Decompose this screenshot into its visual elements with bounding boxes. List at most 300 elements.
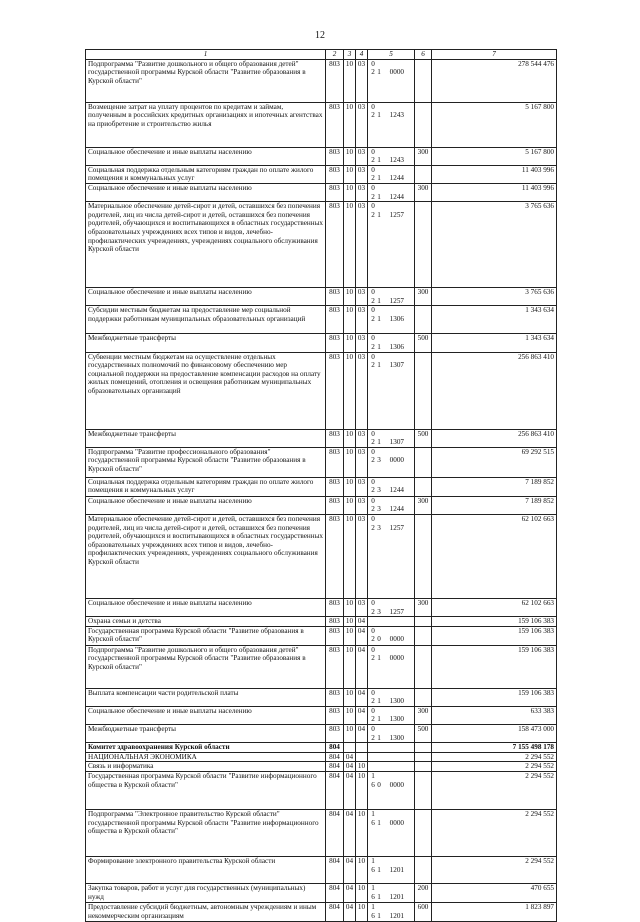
row-sum: 2 294 552 <box>432 857 557 884</box>
csr-subprogram: 1 <box>377 174 381 183</box>
csr-program: 02 <box>371 496 375 514</box>
row-ved: 803 <box>326 706 344 724</box>
table-row <box>86 752 557 762</box>
csr-subprogram: 1 <box>377 210 381 219</box>
csr-direction: 1201 <box>389 892 404 901</box>
csr-subprogram: 1 <box>377 911 381 920</box>
row-pr: 04 <box>356 706 368 724</box>
row-vr <box>415 59 432 102</box>
row-rz: 10 <box>344 102 356 147</box>
row-ved: 804 <box>326 762 344 772</box>
row-csr <box>368 514 415 598</box>
row-csr <box>368 688 415 706</box>
header-cell: 3 <box>344 50 356 60</box>
row-csr <box>368 334 415 352</box>
row-rz: 10 <box>344 306 356 334</box>
row-rz: 10 <box>344 352 356 429</box>
csr-program: 16 <box>371 772 375 789</box>
row-name: Субсидии местным бюджетам на предоставление мер социальной поддержки работникам муниципальных образовательных организаций <box>86 306 326 334</box>
row-vr: 300 <box>415 496 432 514</box>
row-pr: 10 <box>356 772 368 810</box>
row-rz: 10 <box>344 496 356 514</box>
table-row <box>86 617 557 627</box>
csr-subprogram: 1 <box>377 715 381 724</box>
csr-program: 16 <box>371 903 375 920</box>
row-vr <box>415 743 432 753</box>
row-csr <box>368 645 415 688</box>
row-rz: 04 <box>344 810 356 857</box>
table-row <box>86 165 557 183</box>
csr-direction: 1257 <box>389 607 404 616</box>
csr-direction: 0000 <box>389 654 404 663</box>
table-row <box>86 59 557 102</box>
csr-program: 02 <box>371 352 375 370</box>
csr-direction: 1244 <box>389 192 404 201</box>
row-sum: 159 106 383 <box>432 688 557 706</box>
row-pr: 03 <box>356 352 368 429</box>
csr-subprogram: 1 <box>377 68 381 77</box>
csr-subprogram: 0 <box>377 635 381 644</box>
row-rz: 10 <box>344 725 356 743</box>
csr-direction: 0000 <box>389 68 404 77</box>
row-vr: 300 <box>415 288 432 306</box>
row-pr <box>356 752 368 762</box>
csr-program: 02 <box>371 447 375 465</box>
row-sum: 62 102 663 <box>432 514 557 598</box>
csr-program: 02 <box>371 334 375 351</box>
row-rz: 04 <box>344 772 356 810</box>
csr-program: 02 <box>371 626 375 644</box>
row-ved: 803 <box>326 334 344 352</box>
row-name: Социальное обеспечение и иные выплаты населению <box>86 706 326 724</box>
row-sum: 159 106 383 <box>432 626 557 645</box>
table-row <box>86 626 557 645</box>
csr-subprogram: 1 <box>377 342 381 351</box>
row-rz: 10 <box>344 165 356 183</box>
row-ved: 803 <box>326 447 344 477</box>
csr-subprogram: 1 <box>377 892 381 901</box>
row-name: Межбюджетные трансферты <box>86 429 326 447</box>
row-vr: 200 <box>415 884 432 903</box>
row-vr <box>415 762 432 772</box>
row-name: Подпрограмма "Развитие дошкольного и общего образования детей" государственной программы Курской области "Развитие образования в Курской области" <box>86 645 326 688</box>
row-sum: 2 294 552 <box>432 810 557 857</box>
row-csr <box>368 903 415 922</box>
row-ved: 804 <box>326 857 344 884</box>
row-pr: 03 <box>356 202 368 288</box>
table-row <box>86 762 557 772</box>
row-rz: 10 <box>344 202 356 288</box>
row-csr <box>368 352 415 429</box>
row-ved: 803 <box>326 165 344 183</box>
row-pr: 10 <box>356 857 368 884</box>
row-pr: 04 <box>356 617 368 627</box>
row-vr <box>415 514 432 598</box>
row-name: Связь и информатика <box>86 762 326 772</box>
row-pr: 03 <box>356 334 368 352</box>
csr-program: 02 <box>371 288 375 305</box>
row-sum: 158 473 000 <box>432 725 557 743</box>
csr-direction: 1300 <box>389 697 404 706</box>
table-row <box>86 306 557 334</box>
row-vr <box>415 688 432 706</box>
row-rz: 10 <box>344 334 356 352</box>
row-name: Комитет здравоохранения Курской области <box>86 743 326 753</box>
row-rz: 10 <box>344 626 356 645</box>
row-vr: 300 <box>415 147 432 165</box>
csr-subprogram: 1 <box>377 697 381 706</box>
row-csr <box>368 496 415 514</box>
row-ved: 803 <box>326 477 344 496</box>
row-vr <box>415 165 432 183</box>
row-csr <box>368 857 415 884</box>
csr-direction: 1244 <box>389 174 404 183</box>
row-sum: 5 167 800 <box>432 102 557 147</box>
csr-subprogram: 1 <box>377 654 381 663</box>
row-pr: 10 <box>356 903 368 922</box>
row-rz: 04 <box>344 752 356 762</box>
row-name: Социальное обеспечение и иные выплаты населению <box>86 598 326 616</box>
row-pr: 03 <box>356 59 368 102</box>
page-number: 12 <box>315 30 325 41</box>
csr-direction: 1307 <box>389 361 404 370</box>
csr-subprogram: 3 <box>377 505 381 514</box>
row-rz: 10 <box>344 645 356 688</box>
row-vr <box>415 102 432 147</box>
csr-program: 02 <box>371 306 375 323</box>
row-ved: 803 <box>326 183 344 201</box>
row-vr <box>415 202 432 288</box>
row-rz: 10 <box>344 288 356 306</box>
budget-table <box>85 49 557 922</box>
row-vr: 600 <box>415 903 432 922</box>
row-pr: 03 <box>356 102 368 147</box>
csr-program: 02 <box>371 706 375 724</box>
row-vr: 300 <box>415 706 432 724</box>
row-name: Субвенции местным бюджетам на осуществление отдельных государственных полномочий по финансовому обеспечению мер социальной поддержки на предоставление компенсации расходов на оплату жилых помещений, отопления и освещения работникам муниципальных образовательных организаций <box>86 352 326 429</box>
row-vr: 500 <box>415 725 432 743</box>
csr-program: 02 <box>371 725 375 742</box>
csr-direction: 1201 <box>389 911 404 920</box>
row-ved: 803 <box>326 202 344 288</box>
csr-direction: 1257 <box>389 523 404 532</box>
row-rz <box>344 743 356 753</box>
table-row <box>86 477 557 496</box>
row-sum: 69 292 515 <box>432 447 557 477</box>
row-rz: 10 <box>344 514 356 598</box>
table-row <box>86 429 557 447</box>
row-pr: 03 <box>356 477 368 496</box>
row-csr <box>368 102 415 147</box>
row-ved: 803 <box>326 102 344 147</box>
table-row <box>86 288 557 306</box>
row-pr: 03 <box>356 429 368 447</box>
row-pr: 03 <box>356 306 368 334</box>
row-pr: 03 <box>356 147 368 165</box>
row-ved: 804 <box>326 772 344 810</box>
row-pr: 04 <box>356 688 368 706</box>
table-row <box>86 743 557 753</box>
row-name: Социальная поддержка отдельным категориям граждан по оплате жилого помещения и коммунальных услуг <box>86 477 326 496</box>
row-rz: 10 <box>344 706 356 724</box>
row-name: Выплата компенсации части родительской платы <box>86 688 326 706</box>
row-sum: 633 383 <box>432 706 557 724</box>
row-csr <box>368 477 415 496</box>
row-pr: 04 <box>356 645 368 688</box>
row-ved: 803 <box>326 645 344 688</box>
row-sum: 3 765 636 <box>432 202 557 288</box>
row-rz: 10 <box>344 477 356 496</box>
row-sum: 1 823 897 <box>432 903 557 922</box>
row-sum: 1 343 634 <box>432 306 557 334</box>
row-name: Закупка товаров, работ и услуг для государственных (муниципальных) нужд <box>86 884 326 903</box>
row-csr <box>368 306 415 334</box>
row-ved: 804 <box>326 752 344 762</box>
row-vr <box>415 645 432 688</box>
row-sum: 11 403 996 <box>432 183 557 201</box>
row-pr: 04 <box>356 725 368 743</box>
row-ved: 803 <box>326 352 344 429</box>
table-row <box>86 447 557 477</box>
csr-program: 02 <box>371 183 375 201</box>
row-sum: 2 294 552 <box>432 762 557 772</box>
csr-direction: 1300 <box>389 715 404 724</box>
csr-program: 02 <box>371 514 375 532</box>
row-name: Социальная поддержка отдельным категориям граждан по оплате жилого помещения и коммунальных услуг <box>86 165 326 183</box>
row-csr <box>368 810 415 857</box>
row-vr <box>415 810 432 857</box>
header-cell: 2 <box>326 50 344 60</box>
csr-subprogram: 1 <box>377 156 381 165</box>
table-row <box>86 688 557 706</box>
row-pr: 03 <box>356 598 368 616</box>
header-cell: 7 <box>432 50 557 60</box>
csr-subprogram: 1 <box>377 865 381 874</box>
csr-program: 02 <box>371 147 375 165</box>
row-rz: 04 <box>344 884 356 903</box>
row-name: Материальное обеспечение детей-сирот и детей, оставшихся без попечения родителей, лиц из числа детей-сирот и детей, оставшихся без попечения родителей, обучающихся и воспитывающихся в областных государственных образовательных учреждениях всех типов и видов, лечебно-профилактических учреждениях, учреждениях социального обслуживания Курской области <box>86 514 326 598</box>
row-csr <box>368 772 415 810</box>
row-ved: 803 <box>326 598 344 616</box>
csr-program: 02 <box>371 645 375 663</box>
row-pr: 03 <box>356 288 368 306</box>
csr-subprogram: 1 <box>377 296 381 305</box>
row-csr <box>368 725 415 743</box>
row-vr <box>415 857 432 884</box>
row-name: Межбюджетные трансферты <box>86 725 326 743</box>
csr-direction: 0000 <box>389 456 404 465</box>
row-sum: 470 655 <box>432 884 557 903</box>
row-sum: 159 106 383 <box>432 617 557 627</box>
row-csr <box>368 743 415 753</box>
csr-direction: 0000 <box>389 818 404 827</box>
csr-subprogram: 3 <box>377 486 381 495</box>
table-row <box>86 598 557 616</box>
csr-direction: 1257 <box>389 210 404 219</box>
csr-direction: 1257 <box>389 296 404 305</box>
row-ved: 803 <box>326 496 344 514</box>
row-sum: 11 403 996 <box>432 165 557 183</box>
row-csr <box>368 165 415 183</box>
row-pr: 03 <box>356 447 368 477</box>
row-ved: 803 <box>326 59 344 102</box>
csr-direction: 1306 <box>389 314 404 323</box>
row-sum: 7 189 852 <box>432 477 557 496</box>
csr-subprogram: 1 <box>377 314 381 323</box>
row-name: Материальное обеспечение детей-сирот и детей, оставшихся без попечения родителей, лиц из числа детей-сирот и детей, оставшихся без попечения родителей, обучающихся и воспитывающихся в областных государственных образовательных учреждениях всех типов и видов, лечебно-профилактических учреждениях, учреждениях социального обслуживания Курской области <box>86 202 326 288</box>
row-csr <box>368 288 415 306</box>
row-pr: 03 <box>356 514 368 598</box>
csr-program: 02 <box>371 429 375 447</box>
csr-program: 02 <box>371 102 375 120</box>
row-rz: 10 <box>344 688 356 706</box>
csr-program: 02 <box>371 688 375 706</box>
row-vr: 300 <box>415 183 432 201</box>
row-sum: 278 544 476 <box>432 59 557 102</box>
csr-subprogram: 1 <box>377 438 381 447</box>
row-ved: 803 <box>326 147 344 165</box>
row-name: Предоставление субсидий бюджетным, автономным учреждениям и иным некоммерческим организациям <box>86 903 326 922</box>
row-name: Социальное обеспечение и иные выплаты населению <box>86 147 326 165</box>
row-sum: 256 863 410 <box>432 429 557 447</box>
row-rz: 10 <box>344 429 356 447</box>
row-pr: 10 <box>356 762 368 772</box>
csr-direction: 1300 <box>389 733 404 742</box>
row-vr <box>415 306 432 334</box>
row-pr: 04 <box>356 626 368 645</box>
csr-direction: 1244 <box>389 505 404 514</box>
row-pr: 03 <box>356 496 368 514</box>
csr-subprogram: 1 <box>377 111 381 120</box>
table-row <box>86 725 557 743</box>
row-rz: 10 <box>344 59 356 102</box>
row-vr: 500 <box>415 334 432 352</box>
row-sum: 3 765 636 <box>432 288 557 306</box>
csr-direction: 1243 <box>389 111 404 120</box>
row-vr <box>415 772 432 810</box>
row-name: НАЦИОНАЛЬНАЯ ЭКОНОМИКА <box>86 752 326 762</box>
row-rz: 04 <box>344 903 356 922</box>
row-csr <box>368 598 415 616</box>
row-pr: 10 <box>356 884 368 903</box>
row-rz: 10 <box>344 147 356 165</box>
table-row <box>86 645 557 688</box>
row-vr <box>415 352 432 429</box>
csr-program: 02 <box>371 165 375 183</box>
table-row <box>86 810 557 857</box>
row-name: Межбюджетные трансферты <box>86 334 326 352</box>
table-row <box>86 903 557 922</box>
row-csr <box>368 183 415 201</box>
csr-direction: 0000 <box>389 635 404 644</box>
csr-subprogram: 3 <box>377 456 381 465</box>
row-sum: 2 294 552 <box>432 772 557 810</box>
row-sum: 2 294 552 <box>432 752 557 762</box>
table-row <box>86 147 557 165</box>
row-csr <box>368 147 415 165</box>
row-vr: 500 <box>415 429 432 447</box>
table-row <box>86 183 557 201</box>
table-row <box>86 334 557 352</box>
row-name: Возмещение затрат на уплату процентов по кредитам и займам, полученным в российских кредитных организациях и ипотечных агентствах на приобретение и строительство жилья <box>86 102 326 147</box>
row-csr <box>368 884 415 903</box>
row-name: Государственная программа Курской области "Развитие образования в Курской области" <box>86 626 326 645</box>
csr-program: 16 <box>371 884 375 901</box>
csr-direction: 0000 <box>389 780 404 789</box>
row-sum: 5 167 800 <box>432 147 557 165</box>
row-csr <box>368 447 415 477</box>
row-csr <box>368 752 415 762</box>
row-name: Формирование электронного правительства Курской области <box>86 857 326 884</box>
table-row <box>86 202 557 288</box>
table-row <box>86 496 557 514</box>
csr-subprogram: 0 <box>377 780 381 789</box>
table-row <box>86 102 557 147</box>
row-name: Социальное обеспечение и иные выплаты населению <box>86 496 326 514</box>
row-pr <box>356 743 368 753</box>
csr-program: 02 <box>371 59 375 77</box>
row-ved: 803 <box>326 514 344 598</box>
row-ved: 803 <box>326 626 344 645</box>
csr-program: 02 <box>371 202 375 219</box>
row-ved: 803 <box>326 429 344 447</box>
csr-program: 02 <box>371 477 375 495</box>
row-ved: 804 <box>326 903 344 922</box>
row-pr: 03 <box>356 165 368 183</box>
csr-program: 16 <box>371 857 375 874</box>
row-vr <box>415 617 432 627</box>
row-pr: 10 <box>356 810 368 857</box>
row-sum: 62 102 663 <box>432 598 557 616</box>
row-rz: 10 <box>344 617 356 627</box>
row-ved: 803 <box>326 688 344 706</box>
csr-subprogram: 3 <box>377 523 381 532</box>
row-ved: 803 <box>326 288 344 306</box>
row-rz: 10 <box>344 598 356 616</box>
csr-subprogram: 1 <box>377 818 381 827</box>
csr-subprogram: 3 <box>377 607 381 616</box>
csr-direction: 1307 <box>389 438 404 447</box>
row-name: Социальное обеспечение и иные выплаты населению <box>86 183 326 201</box>
row-name: Охрана семьи и детства <box>86 617 326 627</box>
row-rz: 10 <box>344 447 356 477</box>
header-cell: 6 <box>415 50 432 60</box>
csr-direction: 1306 <box>389 342 404 351</box>
header-cell: 5 <box>368 50 415 60</box>
row-rz: 04 <box>344 762 356 772</box>
table-row <box>86 352 557 429</box>
row-rz: 10 <box>344 183 356 201</box>
header-cell: 1 <box>86 50 326 60</box>
csr-subprogram: 1 <box>377 733 381 742</box>
row-name: Подпрограмма "Развитие дошкольного и общего образования детей" государственной программы Курской области "Развитие образования в Курской области" <box>86 59 326 102</box>
row-name: Государственная программа Курской области "Развитие информационного общества в Курской области" <box>86 772 326 810</box>
row-vr <box>415 447 432 477</box>
table-header-row <box>86 50 557 60</box>
row-ved: 804 <box>326 884 344 903</box>
row-csr <box>368 202 415 288</box>
csr-direction: 1243 <box>389 156 404 165</box>
row-csr <box>368 626 415 645</box>
row-ved: 803 <box>326 617 344 627</box>
row-rz: 04 <box>344 857 356 884</box>
table-row <box>86 884 557 903</box>
row-csr <box>368 617 415 627</box>
row-sum: 159 106 383 <box>432 645 557 688</box>
table-row <box>86 772 557 810</box>
row-csr <box>368 706 415 724</box>
row-ved: 803 <box>326 725 344 743</box>
